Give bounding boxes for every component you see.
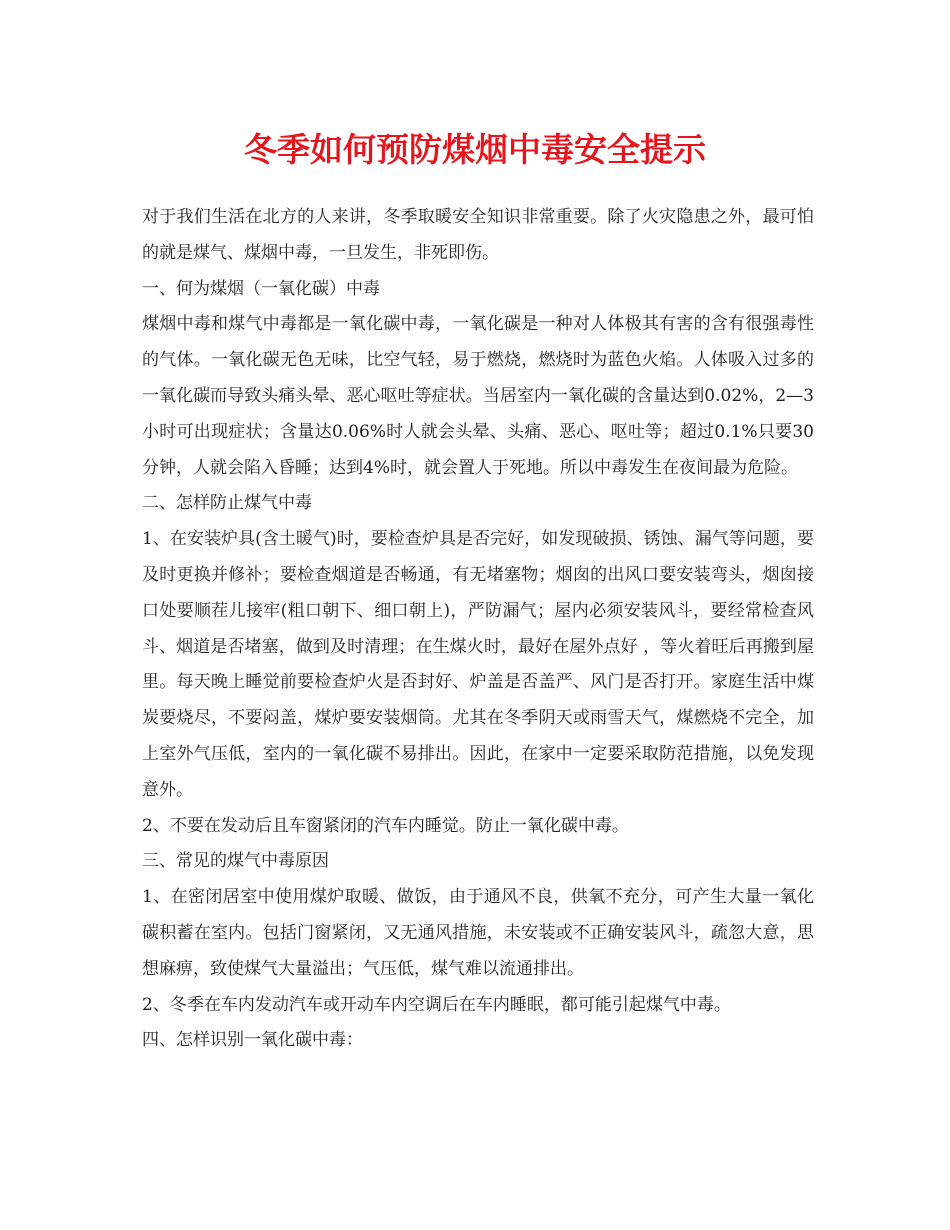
paragraph-prevention-2: 2、不要在发动后且车窗紧闭的汽车内睡觉。防止一氧化碳中毒。 bbox=[142, 815, 629, 836]
paragraph-intro: 对于我们生活在北方的人来讲，冬季取暖安全知识非常重要。除了火灾隐患之外，最可怕的就是煤气、煤烟中毒，一旦发生，非死即伤。 bbox=[142, 207, 814, 263]
document-title: 冬季如何预防煤烟中毒安全提示 bbox=[244, 130, 706, 169]
paragraph-prevention-1: 1、在安装炉具(含土暖气)时，要检查炉具是否完好，如发现破损、锈蚀、漏气等问题，要及时更换并修补；要检查烟道是否畅通，有无堵塞物；烟囱的出风口要安装弯头，烟囱接口处要顺茬儿接牢(粗口朝下、细口朝上)，严防漏气；屋内必须安装风斗，要经常检查风斗、烟道是否堵塞，做到及时清理；在生煤火时，最好在屋外点好 ，等火着旺后再搬到屋里。每天晚上睡觉前要检查炉火是否封好、炉盖是否盖严、风门是否打开。家庭生活中煤炭要烧尽，不要闷盖，煤炉要安装烟筒。尤其在冬季阴天或雨雪天气，煤燃烧不完全，加上室外气压低，室内的一氧化碳不易排出。因此，在家中一定要采取防范措施，以免发现意外。 bbox=[142, 529, 814, 800]
section-heading-2: 二、怎样防止煤气中毒 bbox=[142, 493, 312, 514]
section-heading-1: 一、何为煤烟（一氧化碳）中毒 bbox=[142, 278, 380, 299]
paragraph-cause-2: 2、冬季在车内发动汽车或开动车内空调后在车内睡眠，都可能引起煤气中毒。 bbox=[142, 994, 731, 1015]
paragraph-cause-1: 1、在密闭居室中使用煤炉取暖、做饭，由于通风不良，供氧不充分，可产生大量一氧化碳积蓄在室内。包括门窗紧闭，又无通风措施，未安装或不正确安装风斗，疏忽大意，思想麻痹，致使煤气大量溢出；气压低，煤气难以流通排出。 bbox=[142, 887, 814, 979]
document-body bbox=[142, 200, 814, 1059]
section-heading-4: 四、怎样识别一氧化碳中毒： bbox=[142, 1030, 363, 1051]
paragraph-co-description: 煤烟中毒和煤气中毒都是一氧化碳中毒，一氧化碳是一种对人体极其有害的含有很强毒性的气体。一氧化碳无色无味，比空气轻，易于燃烧，燃烧时为蓝色火焰。人体吸入过多的一氧化碳而导致头痛头晕、恶心呕吐等症状。当居室内一氧化碳的含量达到0.02%，2—3小时可出现症状；含量达0.06%时人就会头晕、头痛、恶心、呕吐等；超过0.1%只要30分钟，人就会陷入昏睡；达到4%时，就会置人于死地。所以中毒发生在夜间最为危险。 bbox=[142, 314, 814, 478]
section-heading-3: 三、常见的煤气中毒原因 bbox=[142, 851, 329, 872]
